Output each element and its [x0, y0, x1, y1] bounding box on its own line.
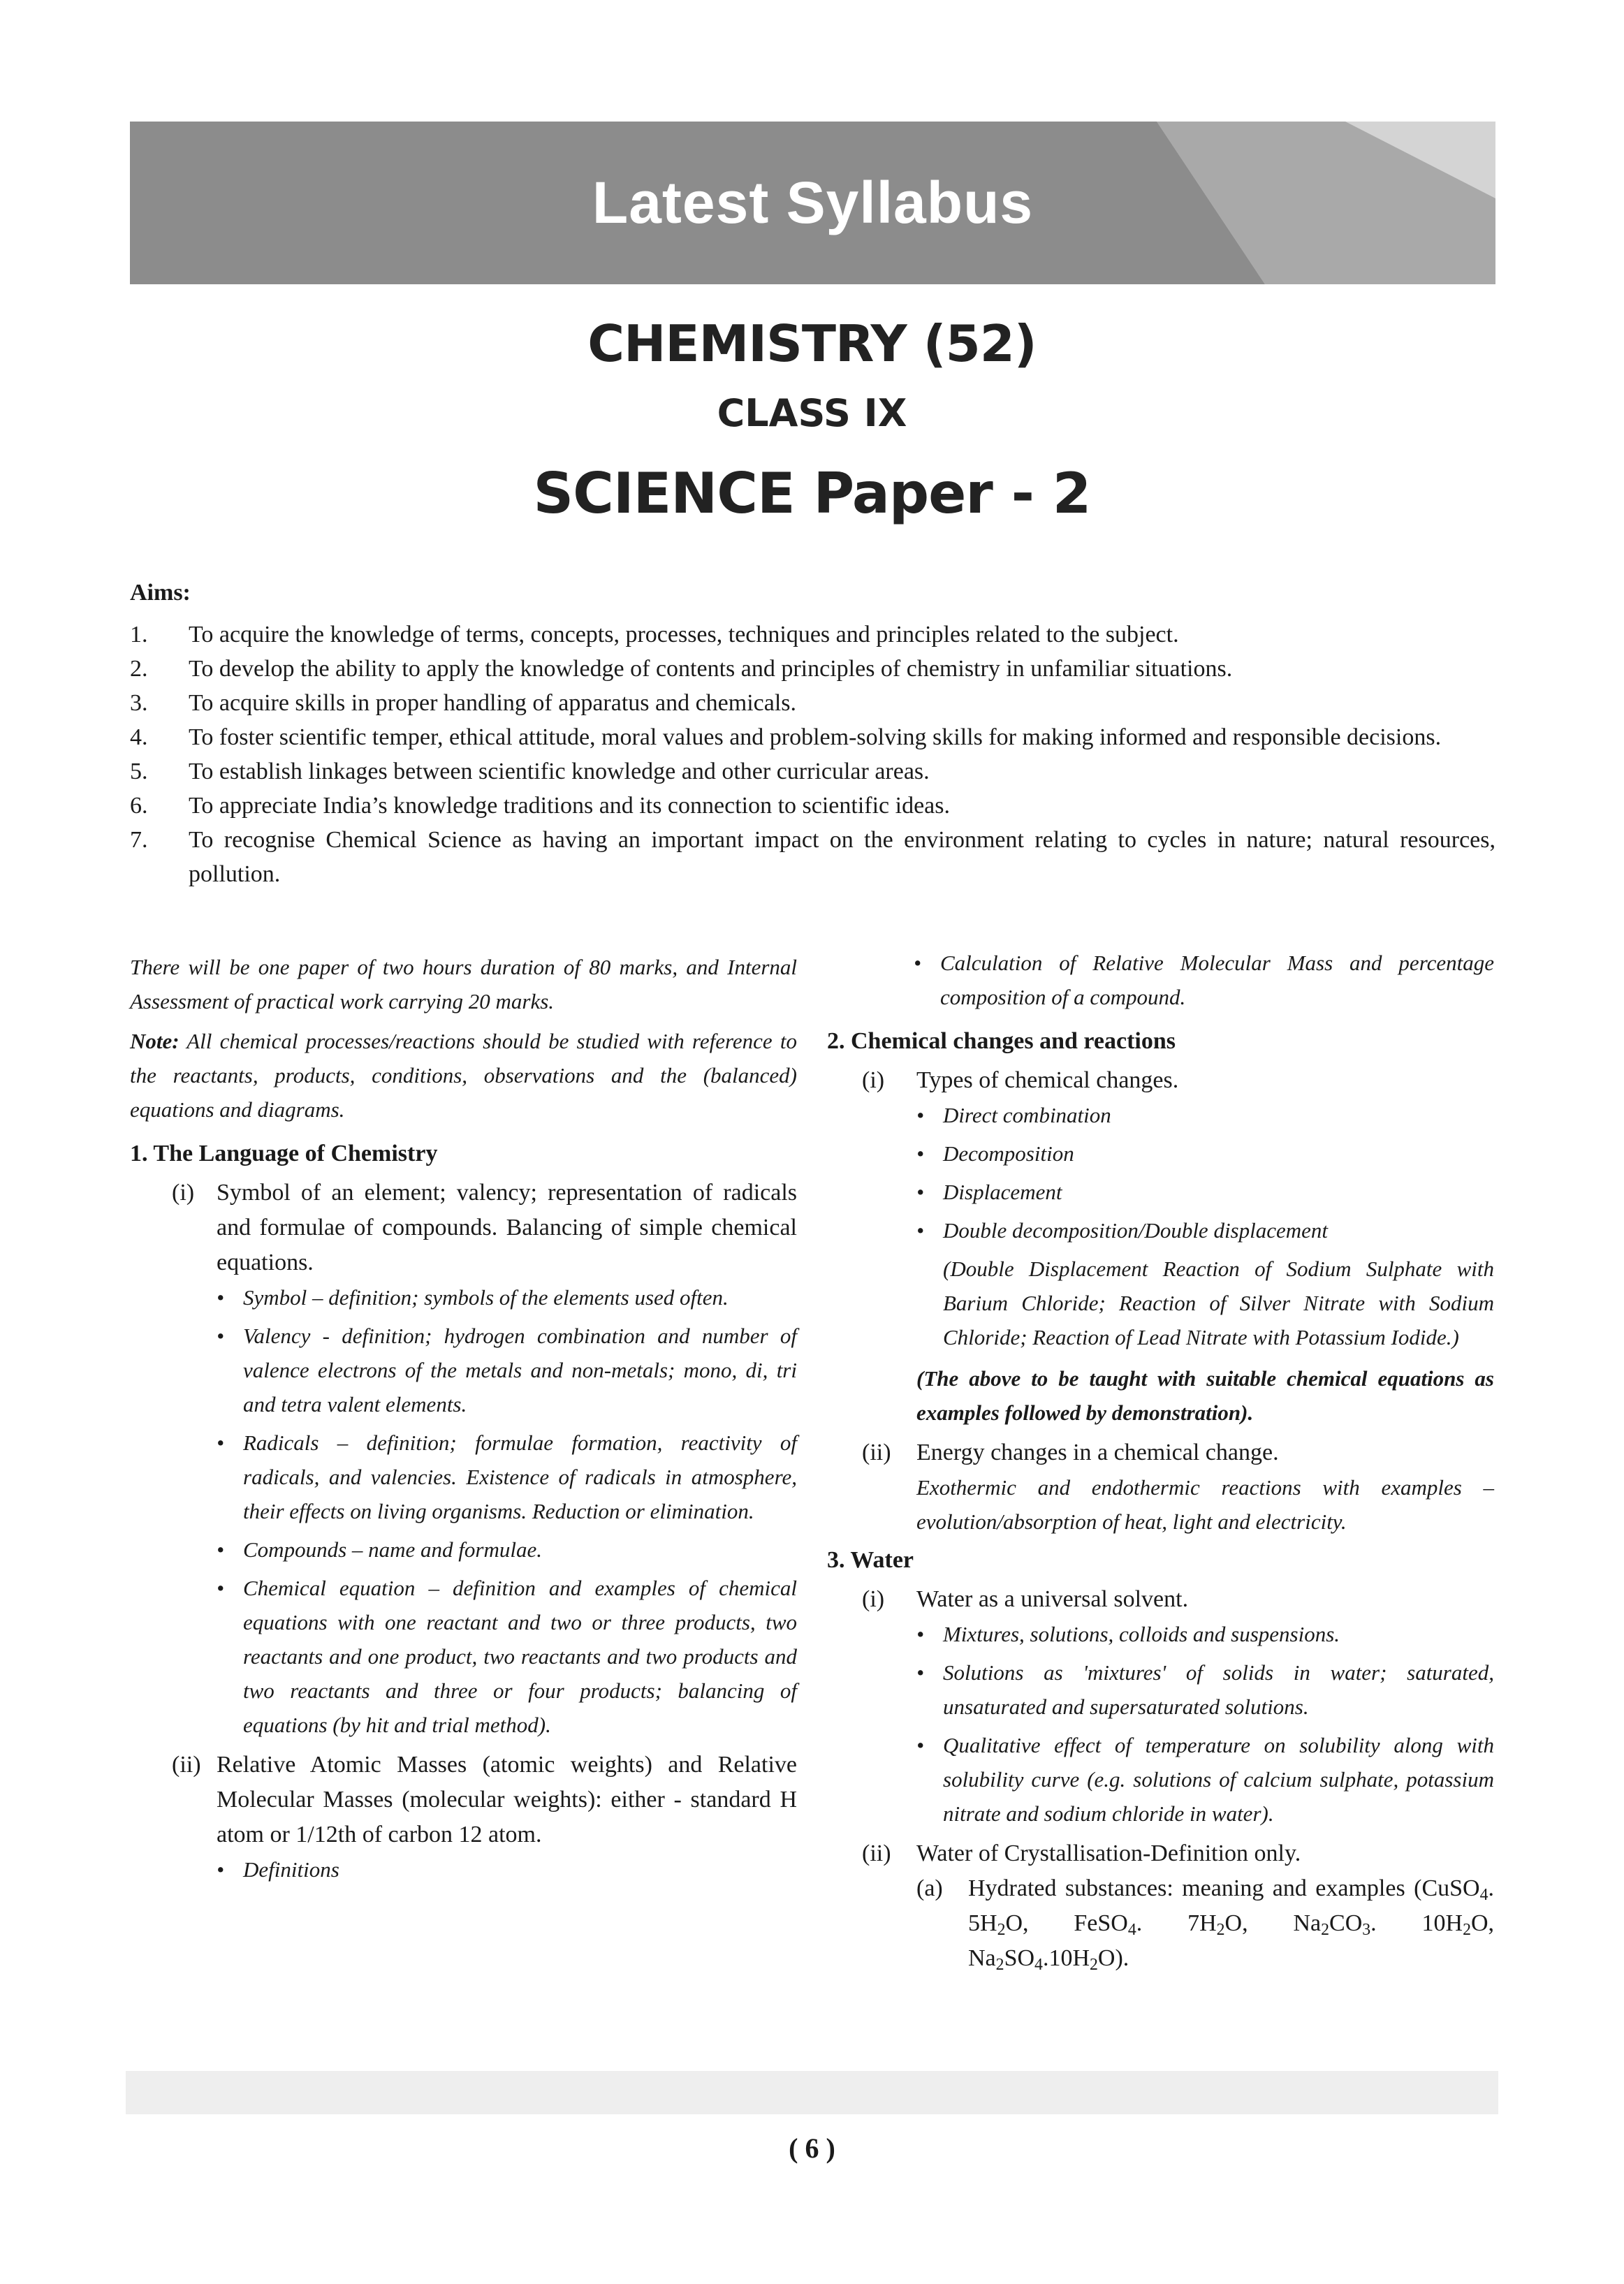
roman-numeral: (ii) [862, 1840, 891, 1866]
aim-item [130, 720, 1495, 754]
section-1-title: 1. The Language of Chemistry [130, 1141, 438, 1166]
paper-intro: There will be one paper of two hours duration of 80 marks, and Internal Assessment of practical work carrying 20 marks. [130, 955, 797, 1013]
subsection-text: Energy changes in a chemical change. [916, 1440, 1279, 1465]
roman-numeral: (ii) [172, 1752, 201, 1778]
aim-text: To establish linkages between scientific knowledge and other curricular areas. [189, 759, 930, 784]
aims-label: Aims: [130, 580, 191, 606]
aim-number: 5. [130, 759, 148, 784]
subsection-text: Water as a universal solvent. [916, 1586, 1189, 1612]
aim-text: To develop the ability to apply the knowledge of contents and principles of chemistry in unfamiliar situations. [189, 656, 1233, 682]
subsection-3-i [862, 1582, 1494, 1835]
aim-number: 2. [130, 656, 148, 682]
bullet-item: • Compounds – name and formulae. [217, 1537, 542, 1562]
aim-text: To recognise Chemical Science as having an important impact on the environment relating to cycles in nature; natural resources, pollution. [189, 827, 1495, 887]
aim-text: To acquire the knowledge of terms, concepts, processes, techniques and principles related to the subject. [189, 622, 1179, 647]
teaching-note: (The above to be taught with suitable chemical equations as examples followed by demonstration). [916, 1366, 1494, 1425]
bullet-item: • Qualitative effect of temperature on solubility along with solubility curve (e.g. solutions of calcium sulphate, potassium nitrate and sodium chloride in water). [916, 1733, 1494, 1826]
section-3-title: 3. Water [827, 1547, 914, 1573]
subsection-1-i [172, 1176, 797, 1746]
aim-number: 1. [130, 622, 148, 647]
subsection-text: Water of Crystallisation-Definition only. [916, 1840, 1301, 1866]
class-heading: CLASS IX [717, 391, 907, 435]
roman-numeral: (i) [172, 1180, 195, 1206]
note-paragraph [130, 1024, 797, 1127]
page-number: ( 6 ) [789, 2132, 835, 2164]
aim-text: To foster scientific temper, ethical attitude, moral values and problem-solving skills for making informed and responsible decisions. [189, 724, 1442, 750]
aim-item [130, 823, 1495, 891]
reaction-examples: (Double Displacement Reaction of Sodium Sulphate with Barium Chloride; Reaction of Silver Nitrate with Sodium Chloride; Reaction of Lead Nitrate with Potassium Iodide.) [943, 1257, 1494, 1349]
roman-numeral: (i) [862, 1067, 885, 1093]
roman-numeral: (i) [862, 1586, 885, 1612]
banner-title: Latest Syllabus [592, 170, 1034, 235]
roman-numeral: (ii) [862, 1440, 891, 1465]
subsection-2-i [862, 1063, 1494, 1434]
left-column [130, 950, 797, 1892]
aim-item [130, 686, 1495, 720]
bullet-item: • Calculation of Relative Molecular Mass and percentage composition of a compound. [914, 951, 1494, 1009]
letter-marker: (a) [916, 1875, 943, 1901]
aim-number: 4. [130, 724, 148, 750]
bullet-item: • Radicals – definition; formulae formation, reactivity of radicals, and valencies. Existence of radicals in atmosphere, their effects on living organisms. Reduction or elimination. [217, 1430, 797, 1523]
bullet-item: • Valency - definition; hydrogen combination and number of valence electrons of the metals and non-metals; mono, di, tri and tetra valent elements. [217, 1324, 797, 1416]
bullet-item: • Solutions as 'mixtures' of solids in water; saturated, unsaturated and supersaturated solutions. [916, 1660, 1494, 1719]
bullet-item: • Chemical equation – definition and examples of chemical equations with one reactant and two or three products, two reactants and one product, two reactants and two products and two reactants and three or four products; balancing of equations (by hit and trial method). [217, 1576, 797, 1737]
bullet-item: • Mixtures, solutions, colloids and suspensions. [916, 1622, 1340, 1646]
aim-number: 7. [130, 827, 148, 853]
subsection-text: Symbol of an element; valency; representation of radicals and formulae of compounds. Balancing of simple chemical equations. [217, 1180, 797, 1275]
hydrated-examples: Hydrated substances: meaning and examples (CuSO$_4$. $5H_2O$, FeSO$_4$. $7H_2O$, $Na_2CO_3$. $10H_2O$, $Na_2SO_4.10H_2O$). [968, 1875, 1495, 1974]
aim-number: 3. [130, 690, 148, 716]
bullet-item: • Double decomposition/Double displacement [916, 1218, 1329, 1243]
footer-bar [126, 2071, 1498, 2114]
aim-number: 6. [130, 793, 148, 819]
subsection-1-ii [172, 1748, 797, 1891]
syllabus-banner [130, 122, 1495, 284]
section-2-title: 2. Chemical changes and reactions [827, 1028, 1176, 1054]
subsection-2-ii [862, 1435, 1494, 1539]
subject-heading: CHEMISTRY (52) [587, 314, 1037, 373]
aim-item [130, 652, 1495, 686]
bullet-item: • Decomposition [916, 1141, 1074, 1166]
bullet-item: • Displacement [916, 1180, 1062, 1204]
aim-item [130, 617, 1495, 652]
right-column [827, 946, 1494, 1979]
aim-text: To appreciate India’s knowledge traditions and its connection to scientific ideas. [189, 793, 951, 819]
subsection-text: Relative Atomic Masses (atomic weights) and Relative Molecular Masses (molecular weights): either - standard H atom or 1/12th of carbon 12 atom. [217, 1752, 797, 1847]
note-label: Note: [130, 1029, 180, 1053]
subsection-text: Types of chemical changes. [916, 1067, 1179, 1093]
bullet-item: • Symbol – definition; symbols of the elements used often. [217, 1285, 729, 1310]
note-text: All chemical processes/reactions should be studied with reference to the reactants, products, conditions, observations and the (balanced) equations and diagrams. [130, 1029, 797, 1122]
paper-heading: SCIENCE Paper - 2 [533, 461, 1091, 526]
bullet-item: • Definitions [217, 1857, 339, 1882]
subsection-3-ii [862, 1836, 1494, 1977]
aims-list [130, 617, 1495, 891]
aim-item [130, 789, 1495, 823]
subsection-detail: Exothermic and endothermic reactions with examples – evolution/absorption of heat, light and electricity. [916, 1475, 1494, 1534]
aim-item [130, 754, 1495, 789]
aim-text: To acquire skills in proper handling of apparatus and chemicals. [189, 690, 797, 716]
subsection-3-ii-a [916, 1871, 1494, 1976]
bullet-item: • Direct combination [916, 1103, 1111, 1127]
